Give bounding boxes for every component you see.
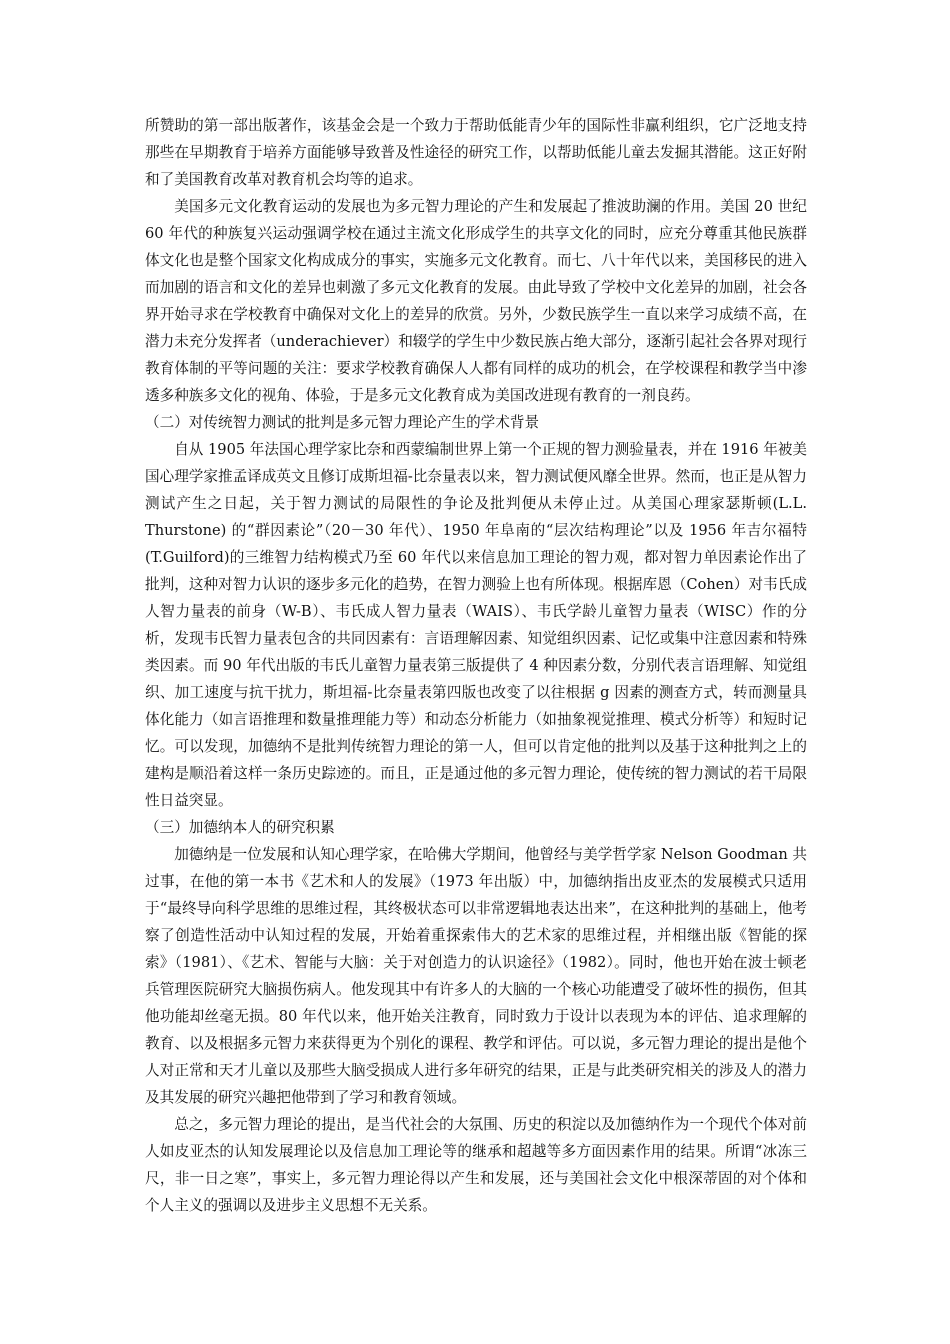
paragraph-conclusion: 总之，多元智力理论的提出，是当代社会的大氛围、历史的积淀以及加德纳作为一个现代个体对前人如皮亚杰的认知发展理论以及信息加工理论等的继承和超越等多方面因素作用的结果。所谓“冰冻三尺，非一日之寒”，事实上，多元智力理论得以产生和发展，还与美国社会文化中根深蒂固的对个体和个人主义的强调以及进步主义思想不无关系。	[145, 1116, 807, 1214]
document-page	[145, 112, 807, 1219]
paragraph-intelligence-testing-critique: 自从 1905 年法国心理学家比奈和西蒙编制世界上第一个正规的智力测验量表，并在 1916 年被美国心理学家推孟译成英文且修订成斯坦福-比奈量表以来，智力测试便风靡全世界。然而，也正是从智力测试产生之日起，关于智力测试的局限性的争论及批判便从未停止过。从美国心理家瑟斯顿(L.L. Thurstone) 的“群因素论”（20－30 年代）、1950 年阜南的“层次结构理论”以及 1956 年吉尔福特(T.Guilford)的三维智力结构模式乃至 60 年代以来信息加工理论的智力观，都对智力单因素论作出了批判，这种对智力认识的逐步多元化的趋势，在智力测验上也有所体现。根据库恩（Cohen）对韦氏成人智力量表的前身（W-B）、韦氏成人智力量表（WAIS）、韦氏学龄儿童智力量表（WISC）作的分析，发现韦氏智力量表包含的共同因素有：言语理解因素、知觉组织因素、记忆或集中注意因素和特殊类因素。而 90 年代出版的韦氏儿童智力量表第三版提供了 4 种因素分数，分别代表言语理解、知觉组织、加工速度与抗干扰力，斯坦福-比奈量表第四版也改变了以往根据 g 因素的测查方式，转而测量具体化能力（如言语推理和数量推理能力等）和动态分析能力（如抽象视觉推理、模式分析等）和短时记忆。可以发现，加德纳不是批判传统智力理论的第一人，但可以肯定他的批判以及基于这种批判之上的建构是顺沿着这样一条历史踪迹的。而且，正是通过他的多元智力理论，使传统的智力测试的若干局限性日益突显。	[145, 441, 807, 809]
section-heading-academic-background: （二）对传统智力测试的批判是多元智力理论产生的学术背景	[145, 414, 540, 431]
paragraph-intro-continuation: 所赞助的第一部出版著作，该基金会是一个致力于帮助低能青少年的国际性非赢利组织，它广泛地支持那些在早期教育于培养方面能够导致普及性途径的研究工作，以帮助低能儿童去发掘其潜能。这正好附和了美国教育改革对教育机会均等的追求。	[145, 117, 807, 188]
paragraph-gardner-background: 加德纳是一位发展和认知心理学家，在哈佛大学期间，他曾经与美学哲学家 Nelson Goodman 共过事，在他的第一本书《艺术和人的发展》（1973 年出版）中，加德纳指出皮亚杰的发展模式只适用于“最终导向科学思维的思维过程，其终极状态可以非常逻辑地表达出来”，在这种批判的基础上，他考察了创造性活动中认知过程的发展，开始着重探索伟大的艺术家的思维过程，并相继出版《智能的探索》（1981）、《艺术、智能与大脑：关于对创造力的认识途径》（1982）。同时，他也开始在波士顿老兵管理医院研究大脑损伤病人。他发现其中有许多人的大脑的一个核心功能遭受了破坏性的损伤，但其他功能却丝毫无损。80 年代以来，他开始关注教育，同时致力于设计以表现为本的评估、追求理解的教育、以及根据多元智力来获得更为个别化的课程、教学和评估。可以说，多元智力理论的提出是他个人对正常和天才儿童以及那些大脑受损成人进行多年研究的结果，正是与此类研究相关的涉及人的潜力及其发展的研究兴趣把他带到了学习和教育领域。	[145, 846, 807, 1106]
paragraph-multicultural-education: 美国多元文化教育运动的发展也为多元智力理论的产生和发展起了推波助澜的作用。美国 20 世纪 60 年代的种族复兴运动强调学校在通过主流文化形成学生的共享文化的同时，应充分尊重其他民族群体文化也是整个国家文化构成成分的事实，实施多元文化教育。而七、八十年代以来，美国移民的进入而加剧的语言和文化的差异也刺激了多元文化教育的发展。由此导致了学校中文化差异的加剧，社会各界开始寻求在学校教育中确保对文化上的差异的欣赏。另外，少数民族学生一直以来学习成绩不高，在潜力未充分发挥者（underachiever）和辍学的学生中少数民族占绝大部分，逐渐引起社会各界对现行教育体制的平等问题的关注：要求学校教育确保人人都有同样的成功的机会，在学校课程和教学当中渗透多种族多文化的视角、体验，于是多元文化教育成为美国改进现有教育的一剂良药。	[145, 198, 807, 404]
section-heading-gardner-research: （三）加德纳本人的研究积累	[145, 819, 335, 836]
